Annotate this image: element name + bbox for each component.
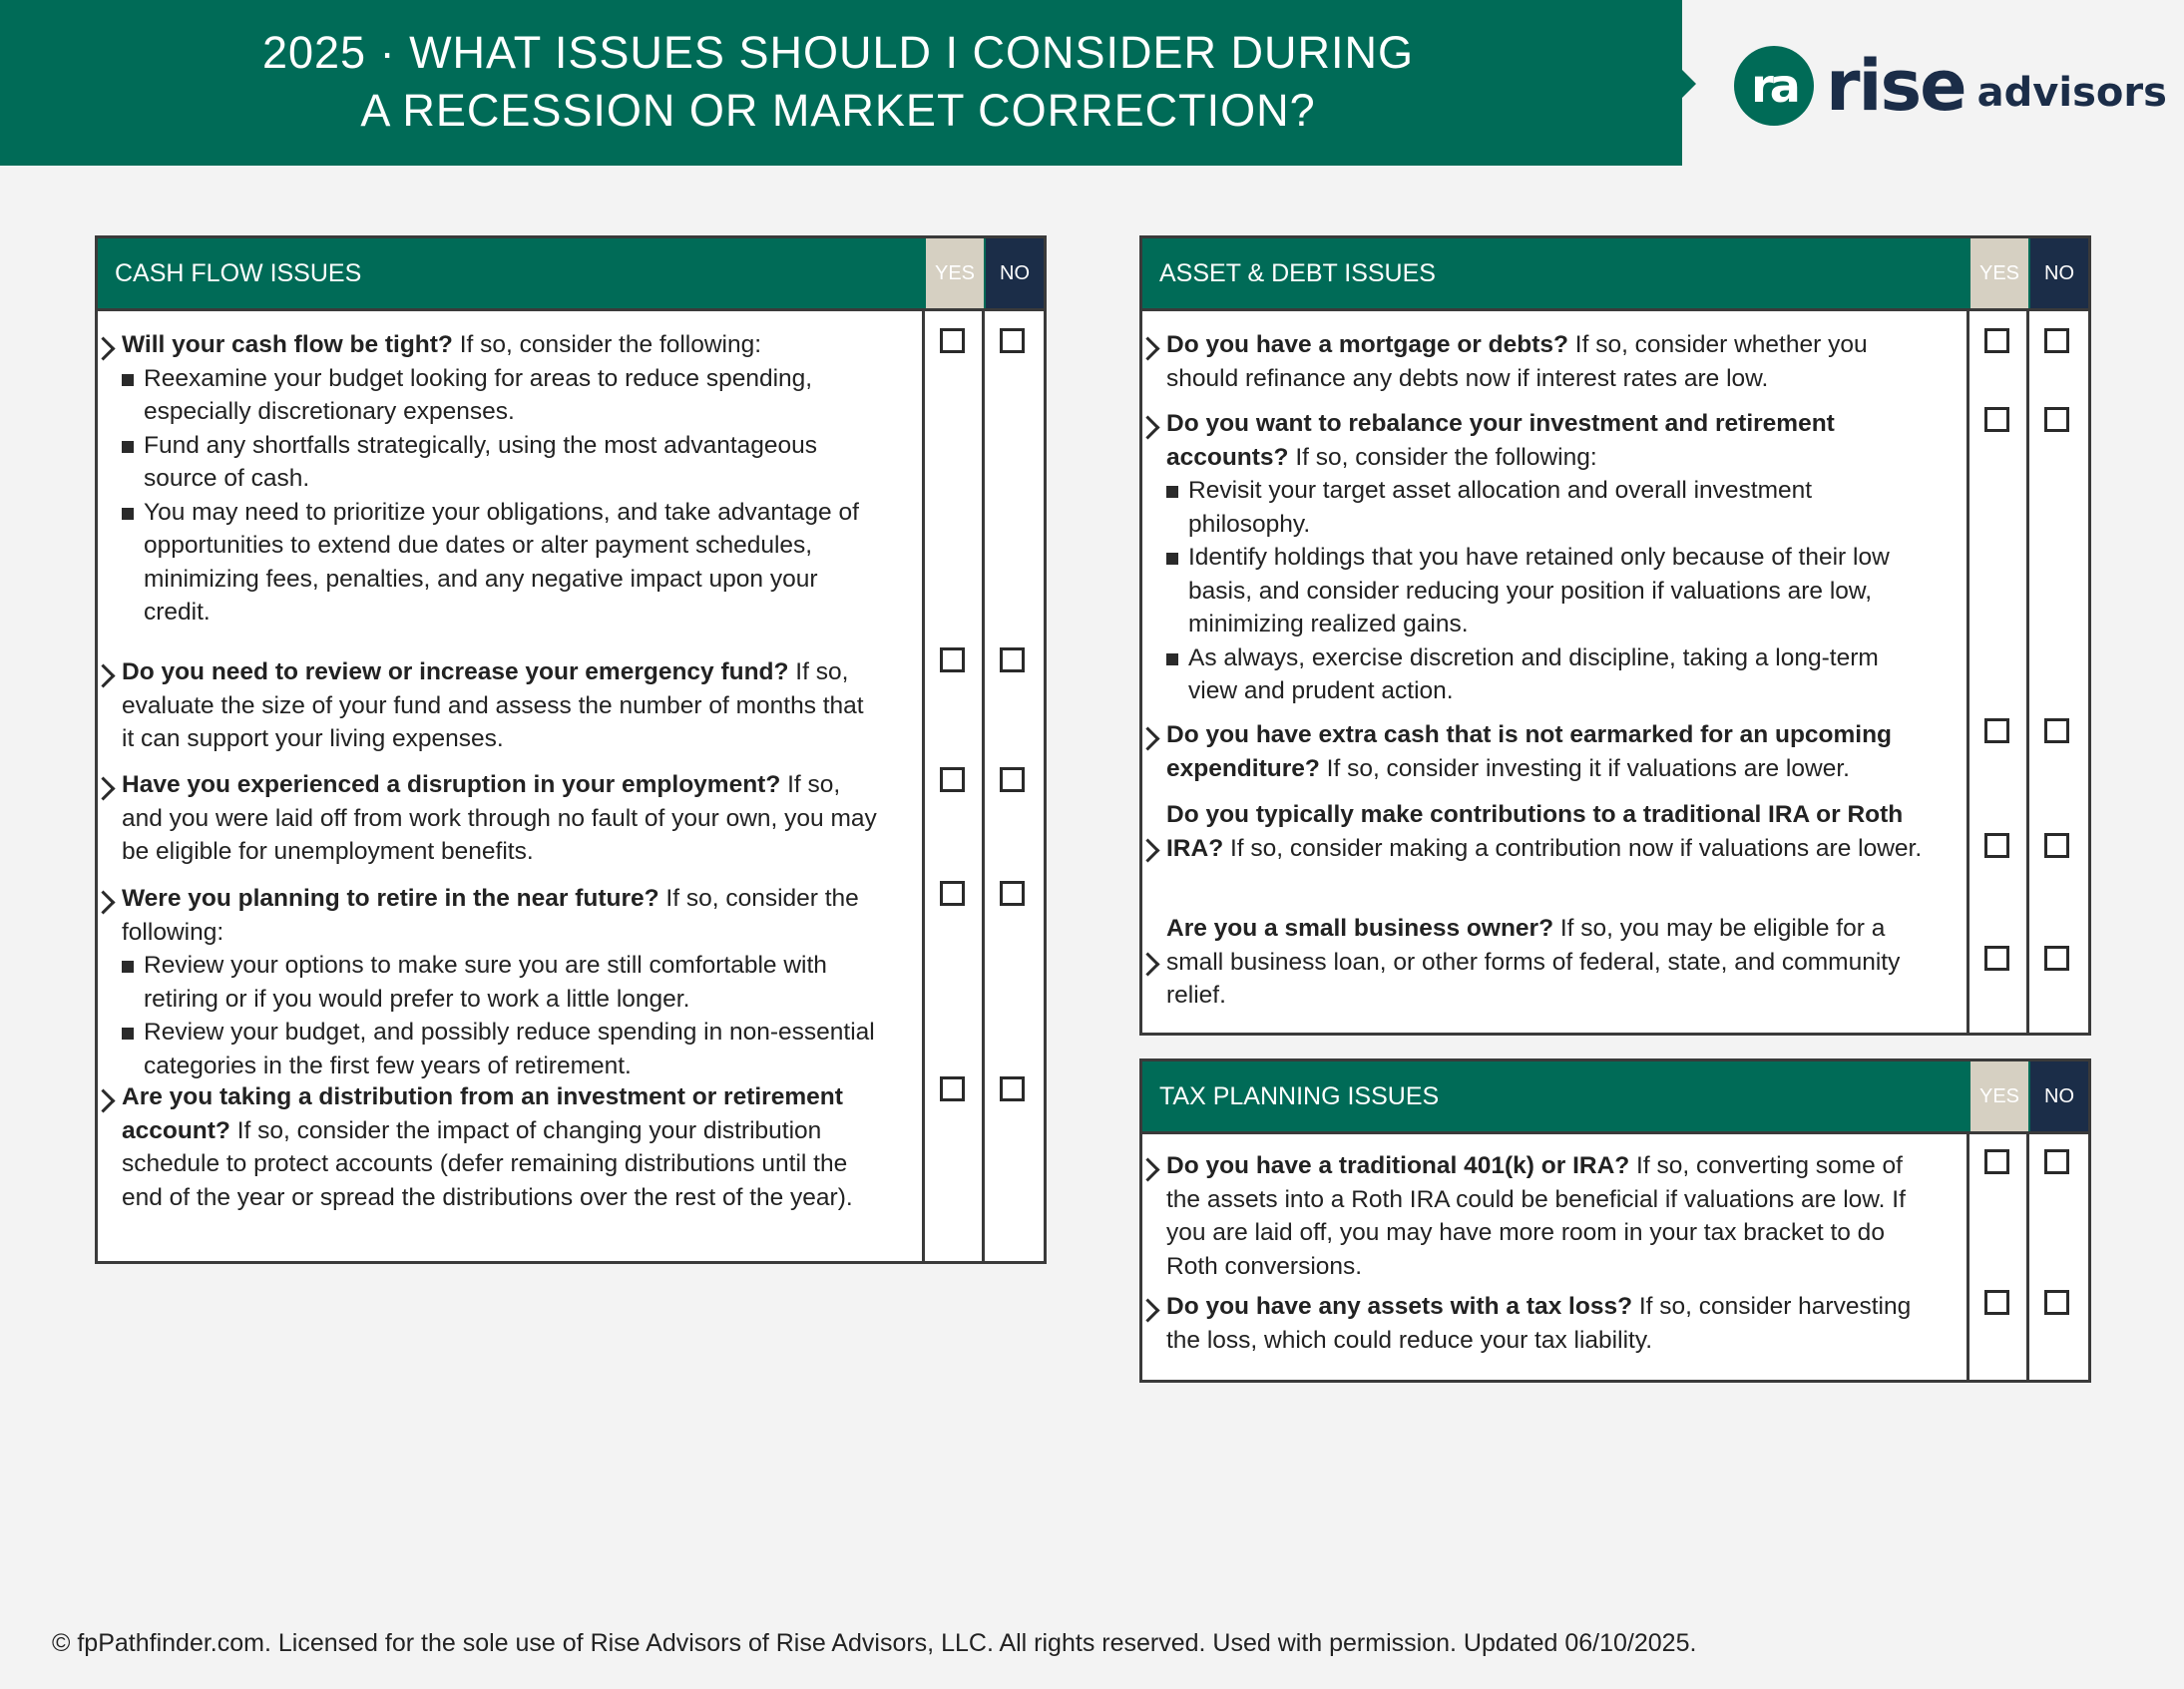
rise-advisors-logo [1734, 44, 2167, 128]
chevron-right-icon [91, 890, 115, 914]
yes-checkbox[interactable] [940, 767, 965, 792]
checklist-item [122, 1080, 880, 1214]
item-description: If so, consider investing it if valuations are lower. [1319, 754, 1850, 782]
item-question: Are you a small business owner? [1166, 915, 1554, 942]
item-question: Do you need to review or increase your emergency fund? [122, 658, 789, 685]
item-description: If so, consider the following: [122, 885, 859, 946]
item-text [1166, 912, 1925, 1013]
item-text [1166, 718, 1925, 785]
item-text [122, 1080, 880, 1214]
chevron-right-icon [91, 663, 115, 687]
yes-column-header: YES [926, 238, 984, 308]
no-checkbox[interactable] [2044, 328, 2069, 353]
item-description: If so, evaluate the size of your fund and assess the number of months that it can support your living expenses. [122, 658, 864, 752]
bullet-point: As always, exercise discretion and discipline, taking a long-term view and prudent action. [1166, 641, 1925, 708]
bullet-point: Fund any shortfalls strategically, using the most advantageous source of cash. [122, 429, 880, 496]
item-text [122, 768, 880, 869]
item-question: Have you experienced a disruption in your employment? [122, 771, 781, 798]
item-text [122, 328, 880, 362]
yes-checkbox[interactable] [1984, 718, 2009, 743]
panel-title: CASH FLOW ISSUES [115, 259, 362, 287]
item-description: If so, consider the following: [452, 331, 762, 358]
checklist-item [1166, 798, 1925, 865]
item-question: Do you have any assets with a tax loss? [1166, 1293, 1633, 1320]
no-checkbox[interactable] [1000, 328, 1025, 353]
title-line-2: A RECESSION OR MARKET CORRECTION? [360, 85, 1316, 136]
tax-planning-panel [1139, 1058, 2091, 1383]
item-description: If so, consider the following: [1288, 443, 1597, 471]
item-text [1166, 1290, 1925, 1357]
chevron-right-icon [1135, 1298, 1159, 1322]
chevron-right-icon [1135, 952, 1159, 976]
no-checkbox[interactable] [2044, 407, 2069, 432]
chevron-right-icon [91, 336, 115, 360]
item-question: Do you want to rebalance your investment and retirement accounts? [1166, 410, 1835, 471]
no-column-header: NO [986, 238, 1044, 308]
item-description: If so, consider making a contribution now if valuations are lower. [1223, 834, 1923, 862]
item-description: If so, consider the impact of changing your distribution schedule to protect accounts (defer remaining distributions until the end of the year or spread the distributions over the rest of the year). [122, 1116, 853, 1211]
item-text [1166, 407, 1925, 474]
cash-flow-panel [95, 235, 1047, 1264]
item-description: If so, consider harvesting the loss, which could reduce your tax liability. [1166, 1293, 1912, 1354]
divider [98, 308, 1044, 311]
yes-checkbox[interactable] [940, 881, 965, 906]
no-column-header: NO [2030, 238, 2088, 308]
panel-title: TAX PLANNING ISSUES [1159, 1082, 1440, 1110]
yes-checkbox[interactable] [940, 647, 965, 672]
logo-mark: ra [1734, 46, 1814, 126]
no-checkbox[interactable] [1000, 647, 1025, 672]
checklist-item [1166, 718, 1925, 785]
panel-title: ASSET & DEBT ISSUES [1159, 259, 1436, 287]
item-text [1166, 328, 1925, 395]
panel-header [98, 238, 1044, 308]
item-description: If so, and you were laid off from work through no fault of your own, you may be eligible for unemployment benefits. [122, 771, 877, 865]
bullet-point: Identify holdings that you have retained only because of their low basis, and consider reducing your position if valuations are low, minimizing realized gains. [1166, 541, 1925, 641]
yes-checkbox[interactable] [1984, 407, 2009, 432]
divider [1142, 308, 2088, 311]
item-question: Do you have a traditional 401(k) or IRA? [1166, 1152, 1630, 1179]
chevron-right-icon [1135, 336, 1159, 360]
no-checkbox[interactable] [1000, 881, 1025, 906]
checklist-item [1166, 328, 1925, 395]
copyright-footer: © fpPathfinder.com. Licensed for the sole use of Rise Advisors of Rise Advisors, LLC. All rights reserved. Used with permission. Updated 06/10/2025. [52, 1629, 1697, 1657]
page-header [0, 0, 1682, 166]
yes-checkbox[interactable] [1984, 1149, 2009, 1174]
checklist-item [122, 768, 880, 869]
no-checkbox[interactable] [2044, 1149, 2069, 1174]
column-divider [2026, 308, 2029, 1033]
column-divider [1966, 1131, 1969, 1380]
item-question: Were you planning to retire in the near future? [122, 885, 659, 912]
yes-checkbox[interactable] [940, 328, 965, 353]
checklist-item [1166, 407, 1925, 708]
checklist-item [1166, 1149, 1925, 1283]
item-text [122, 882, 880, 949]
chevron-right-icon [1135, 838, 1159, 862]
yes-column-header: YES [1970, 238, 2028, 308]
item-description: If so, you may be eligible for a small business loan, or other forms of federal, state, and community relief. [1166, 915, 1901, 1009]
checklist-item [1166, 912, 1925, 1013]
checklist-item [122, 655, 880, 756]
panel-header [1142, 238, 2088, 308]
bullet-point: Review your budget, and possibly reduce spending in non-essential categories in the first few years of retirement. [122, 1016, 880, 1082]
title-line-1: 2025 · WHAT ISSUES SHOULD I CONSIDER DURING [261, 27, 1415, 78]
logo-rise: rise [1826, 45, 1966, 127]
chevron-right-icon [1135, 415, 1159, 439]
checklist-item [122, 882, 880, 1082]
chevron-right-icon [1135, 726, 1159, 750]
checklist-item [1166, 1290, 1925, 1357]
checklist-item [122, 328, 880, 630]
panel-header [1142, 1061, 2088, 1131]
item-text [122, 655, 880, 756]
column-divider [982, 308, 985, 1261]
bullet-point: You may need to prioritize your obligations, and take advantage of opportunities to extend due dates or alter payment schedules, minimizing fees, penalties, and any negative impact upon your credit. [122, 496, 880, 630]
no-checkbox[interactable] [2044, 833, 2069, 858]
item-question: Do you have a mortgage or debts? [1166, 331, 1568, 358]
item-question: Are you taking a distribution from an investment or retirement account? [122, 1083, 843, 1144]
no-checkbox[interactable] [1000, 767, 1025, 792]
no-checkbox[interactable] [2044, 718, 2069, 743]
no-checkbox[interactable] [1000, 1076, 1025, 1101]
chevron-right-icon [1135, 1157, 1159, 1181]
column-divider [922, 308, 925, 1261]
column-divider [2026, 1131, 2029, 1380]
chevron-right-icon [91, 776, 115, 800]
page-title [0, 24, 1676, 140]
bullet-point: Reexamine your budget looking for areas to reduce spending, especially discretionary expenses. [122, 362, 880, 429]
no-checkbox[interactable] [2044, 946, 2069, 971]
divider [1142, 1131, 2088, 1134]
yes-checkbox[interactable] [1984, 833, 2009, 858]
item-text [1166, 798, 1925, 865]
logo-advisors: advisors [1976, 70, 2167, 116]
chevron-right-icon [91, 1088, 115, 1112]
asset-debt-panel [1139, 235, 2091, 1036]
column-divider [1966, 308, 1969, 1033]
no-checkbox[interactable] [2044, 1290, 2069, 1315]
yes-checkbox[interactable] [1984, 1290, 2009, 1315]
yes-column-header: YES [1970, 1061, 2028, 1131]
item-text [1166, 1149, 1925, 1283]
bullet-point: Review your options to make sure you are still comfortable with retiring or if you would prefer to work a little longer. [122, 949, 880, 1016]
item-description: If so, converting some of the assets into a Roth IRA could be beneficial if valuations are low. If you are laid off, you may have more room in your tax bracket to do Roth conversions. [1166, 1152, 1906, 1280]
item-question: Do you have extra cash that is not earmarked for an upcoming expenditure? [1166, 721, 1893, 782]
header-arrow [1682, 70, 1696, 98]
item-question: Will your cash flow be tight? [122, 331, 453, 358]
yes-checkbox[interactable] [1984, 946, 2009, 971]
item-description: If so, consider whether you should refinance any debts now if interest rates are low. [1166, 331, 1868, 392]
yes-checkbox[interactable] [1984, 328, 2009, 353]
no-column-header: NO [2030, 1061, 2088, 1131]
item-question: Do you typically make contributions to a traditional IRA or Roth IRA? [1166, 801, 1904, 862]
bullet-point: Revisit your target asset allocation and overall investment philosophy. [1166, 474, 1925, 541]
yes-checkbox[interactable] [940, 1076, 965, 1101]
